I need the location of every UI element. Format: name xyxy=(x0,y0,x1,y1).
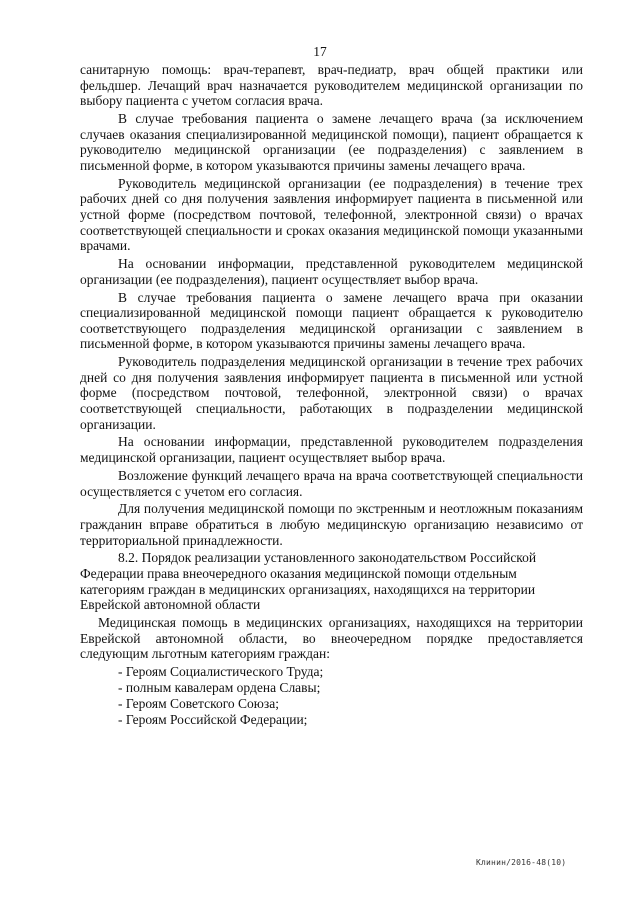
section-heading: 8.2. Порядок реализации установленного законодательством Российской Федерации права внеочередного оказания медицинской помощи отдельным категориям граждан в медицинских организациях, находящихся на территории Еврейской автономной области xyxy=(80,550,537,613)
paragraph: В случае требования пациента о замене лечащего врача (за исключением случаев оказания специализированной медицинской помощи), пациент обращается к руководителю медицинской организации (ее подразделения) с заявлением в письменной форме, в котором указываются причины замены лечащего врача. xyxy=(80,111,583,173)
intro-paragraph: Медицинская помощь в медицинских организациях, находящихся на территории Еврейской автономной области, во внеочередном порядке предоставляется следующим льготным категориям граждан: xyxy=(80,615,583,662)
paragraph: В случае требования пациента о замене лечащего врача при оказании специализированной медицинской помощи пациент обращается к руководителю соответствующего подразделения медицинской организации с заявлением в письменной форме, в котором указываются причины замены лечащего врача. xyxy=(80,289,583,352)
paragraph: Возложение функций лечащего врача на врача соответствующей специальности осуществляется с учетом его согласия. xyxy=(80,467,583,499)
beneficiary-list xyxy=(80,664,583,727)
paragraph: Для получения медицинской помощи по экстренным и неотложным показаниям гражданин вправе обратиться в любую медицинскую организацию независимо от территориальной принадлежности. xyxy=(80,501,583,548)
paragraph: На основании информации, представленной руководителем подразделения медицинской организации, пациент осуществляет выбор врача. xyxy=(80,434,583,466)
paragraph: Руководитель подразделения медицинской организации в течение трех рабочих дней со дня получения заявления информирует пациента в письменной или устной форме (посредством почтовой, телефонной, электронной связи) о врачах соответствующей специальности, работающих в подразделении медицинской организации. xyxy=(80,354,583,432)
document-body xyxy=(80,62,583,727)
paragraph: Руководитель медицинской организации (ее подразделения) в течение трех рабочих дней со дня получения заявления информирует пациента в письменной или устной форме (посредством почтовой, телефонной, электронной связи) о врачах соответствующей специальности и сроках оказания медицинской помощи указанными врачами. xyxy=(80,175,583,254)
list-item: - Героям Советского Союза; xyxy=(118,695,279,711)
list-item: - Героям Социалистического Труда; xyxy=(118,664,324,680)
footer-code: Клинин/2016-48(10) xyxy=(476,858,567,867)
list-item: - полным кавалерам ордена Славы; xyxy=(118,680,321,696)
page-number: 17 xyxy=(313,44,327,59)
paragraph: санитарную помощь: врач-терапевт, врач-педиатр, врач общей практики или фельдшер. Лечащий врач назначается руководителем медицинской организации по выбору пациента с учетом согласия врача. xyxy=(80,62,583,109)
paragraph: На основании информации, представленной руководителем медицинской организации (ее подразделения), пациент осуществляет выбор врача. xyxy=(80,256,583,287)
list-item: - Героям Российской Федерации; xyxy=(118,711,308,727)
